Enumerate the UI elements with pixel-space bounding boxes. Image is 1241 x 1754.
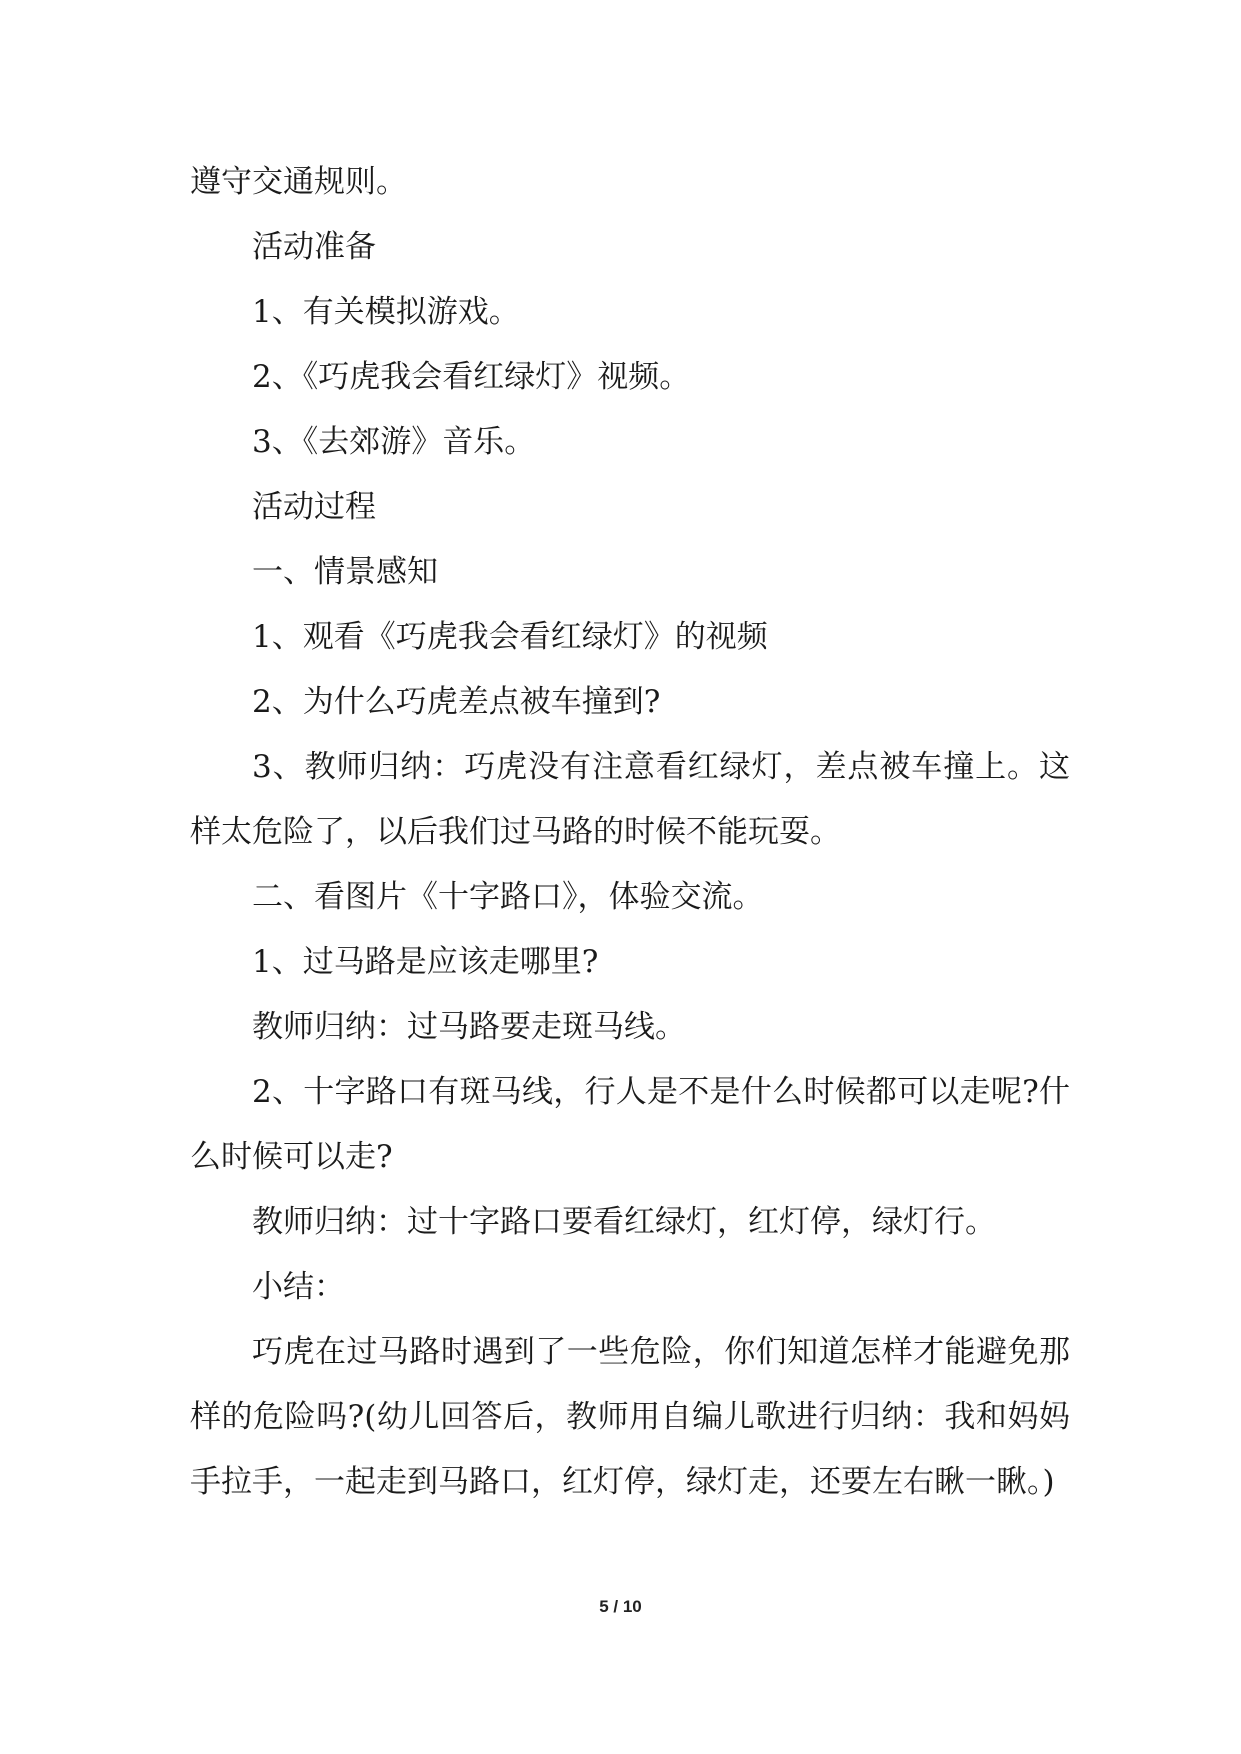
process-item-3: 3、教师归纳：巧虎没有注意看红绿灯，差点被车撞上。这样太危险了，以后我们过马路的时候不能玩耍。 — [190, 749, 1070, 850]
prep-item-3: 3、《去郊游》音乐。 — [252, 424, 536, 460]
heading-activity-process: 活动过程 — [252, 489, 376, 525]
section-two-item-2: 2、十字路口有斑马线，行人是不是什么时候都可以走呢?什么时候可以走? — [190, 1074, 1070, 1175]
document-body — [190, 150, 1070, 1515]
summary-paragraph: 巧虎在过马路时遇到了一些危险，你们知道怎样才能避免那样的危险吗?(幼儿回答后，教师用自编儿歌进行归纳：我和妈妈手拉手，一起走到马路口，红灯停，绿灯走，还要左右瞅一瞅。) — [190, 1334, 1070, 1500]
summary-heading: 小结： — [252, 1269, 345, 1305]
heading-activity-preparation: 活动准备 — [252, 229, 376, 265]
process-item-1: 1、观看《巧虎我会看红绿灯》的视频 — [252, 619, 768, 655]
section-two-heading: 二、看图片《十字路口》，体验交流。 — [252, 879, 764, 915]
teacher-summary-1: 教师归纳：过马路要走斑马线。 — [252, 1009, 686, 1045]
prep-item-2: 2、《巧虎我会看红绿灯》视频。 — [252, 359, 691, 395]
section-two-item-1: 1、过马路是应该走哪里? — [252, 944, 599, 980]
prep-item-1: 1、有关模拟游戏。 — [252, 294, 520, 330]
page-number: 5 / 10 — [599, 1597, 642, 1616]
section-one-heading: 一、情景感知 — [252, 554, 438, 590]
process-item-2: 2、为什么巧虎差点被车撞到? — [252, 684, 661, 720]
teacher-summary-2: 教师归纳：过十字路口要看红绿灯，红灯停，绿灯行。 — [252, 1204, 996, 1240]
paragraph-1: 遵守交通规则。 — [190, 164, 407, 200]
